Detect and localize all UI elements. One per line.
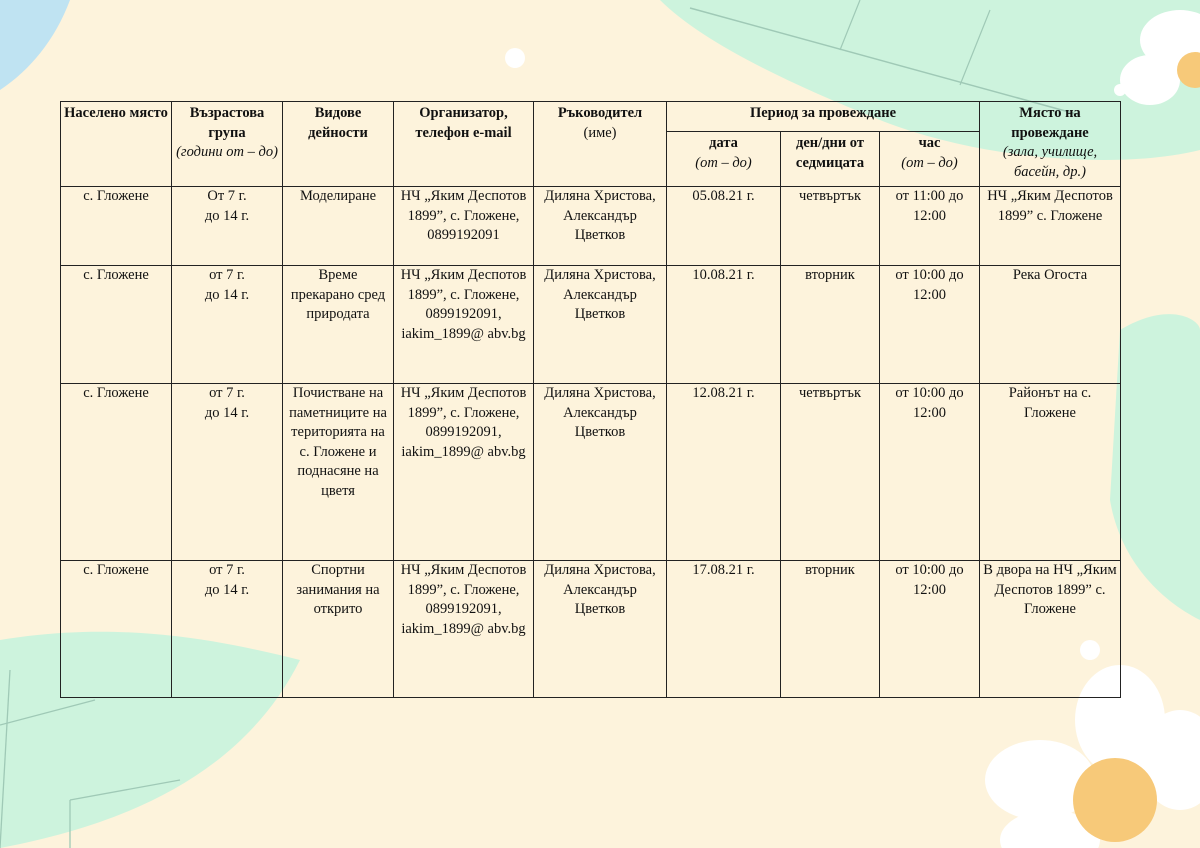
header-activities: Видове дейности <box>283 102 394 187</box>
header-date-note: (от – до) <box>695 154 752 171</box>
cell-weekday: вторник <box>781 561 880 698</box>
header-venue-note: (зала, училище, басейн, др.) <box>1002 144 1098 180</box>
header-row <box>61 102 1121 132</box>
table-row <box>61 266 1121 384</box>
cell-weekday: вторник <box>781 266 880 384</box>
table-row <box>61 187 1121 266</box>
cell-organizer: НЧ „Яким Деспотов 1899”, с. Гложене, 0899192091, iakim_1899@ abv.bg <box>394 266 534 384</box>
header-age-group: Възрастова група (години от – до) <box>172 102 283 187</box>
cell-leader: Диляна Христова, Александър Цветков <box>534 561 667 698</box>
cell-leader: Диляна Христова, Александър Цветков <box>534 384 667 561</box>
cell-leader: Диляна Христова, Александър Цветков <box>534 266 667 384</box>
cell-hour: от 11:00 до 12:00 <box>880 187 980 266</box>
cell-organizer: НЧ „Яким Деспотов 1899”, с. Гложене, 0899192091 <box>394 187 534 266</box>
cell-place: с. Гложене <box>61 187 172 266</box>
header-age-group-note: (години от – до) <box>176 144 278 161</box>
cell-activity: Почистване на паметниците на територията на с. Гложене и поднасяне на цветя <box>283 384 394 561</box>
cell-date: 10.08.21 г. <box>667 266 781 384</box>
cell-venue: В двора на НЧ „Яким Деспотов 1899” с. Гложене <box>980 561 1121 698</box>
header-leader: Ръководител (име) <box>534 102 667 187</box>
cell-weekday: четвъртък <box>781 384 880 561</box>
header-date: дата (от – до) <box>667 132 781 187</box>
header-period: Период за провеждане <box>667 102 980 132</box>
cell-venue: НЧ „Яким Деспотов 1899” с. Гложене <box>980 187 1121 266</box>
cell-organizer: НЧ „Яким Деспотов 1899”, с. Гложене, 0899192091, iakim_1899@ abv.bg <box>394 384 534 561</box>
cell-age: от 7 г. до 14 г. <box>172 266 283 384</box>
cell-activity: Моделиране <box>283 187 394 266</box>
cell-activity: Време прекарано сред природата <box>283 266 394 384</box>
cell-date: 05.08.21 г. <box>667 187 781 266</box>
cell-venue: Река Огоста <box>980 266 1121 384</box>
cell-place: с. Гложене <box>61 266 172 384</box>
cell-place: с. Гложене <box>61 384 172 561</box>
cell-date: 12.08.21 г. <box>667 384 781 561</box>
schedule-table <box>60 101 1121 698</box>
cell-leader: Диляна Христова, Александър Цветков <box>534 187 667 266</box>
header-weekday: ден/дни от седмицата <box>781 132 880 187</box>
table-row <box>61 561 1121 698</box>
cell-venue: Районът на с. Гложене <box>980 384 1121 561</box>
cell-hour: от 10:00 до 12:00 <box>880 561 980 698</box>
cell-hour: от 10:00 до 12:00 <box>880 266 980 384</box>
cell-date: 17.08.21 г. <box>667 561 781 698</box>
cell-activity: Спортни занимания на открито <box>283 561 394 698</box>
cell-age: от 7 г. до 14 г. <box>172 384 283 561</box>
cell-organizer: НЧ „Яким Деспотов 1899”, с. Гложене, 0899192091, iakim_1899@ abv.bg <box>394 561 534 698</box>
header-venue: Място на провеждане (зала, училище, басейн, др.) <box>980 102 1121 187</box>
header-leader-note: (име) <box>583 124 617 141</box>
cell-hour: от 10:00 до 12:00 <box>880 384 980 561</box>
header-hour-note: (от – до) <box>901 154 958 171</box>
header-organizer: Организатор, телефон e-mail <box>394 102 534 187</box>
cell-place: с. Гложене <box>61 561 172 698</box>
header-hour: час (от – до) <box>880 132 980 187</box>
header-place: Населено място <box>61 102 172 187</box>
cell-weekday: четвъртък <box>781 187 880 266</box>
cell-age: от 7 г. до 14 г. <box>172 561 283 698</box>
cell-age: От 7 г. до 14 г. <box>172 187 283 266</box>
table-row <box>61 384 1121 561</box>
